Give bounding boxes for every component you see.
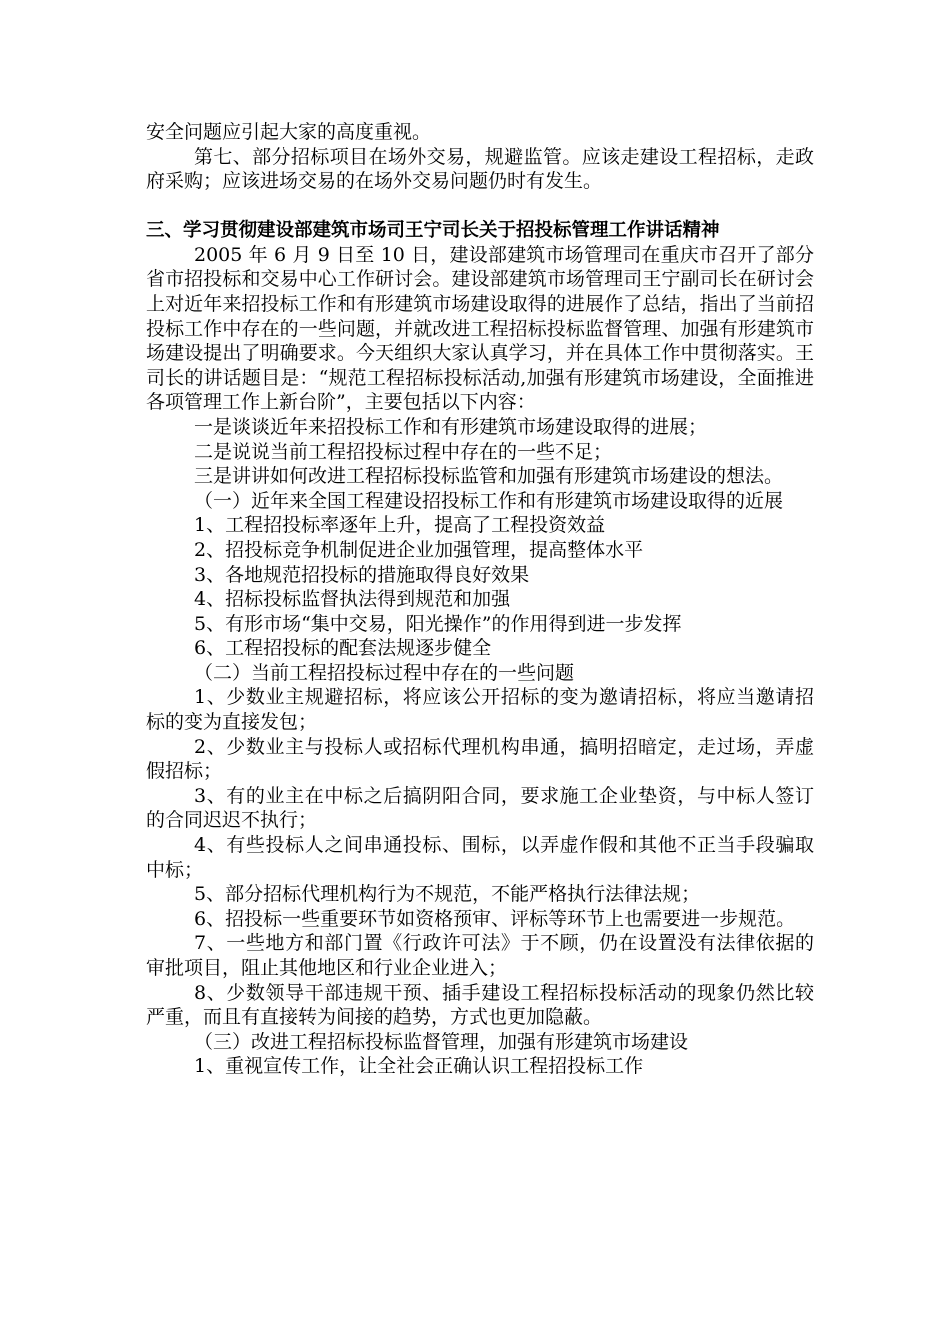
subsection-heading: （三）改进工程招标投标监督管理，加强有形建筑市场建设 xyxy=(194,1030,689,1053)
list-item: 5、部分招标代理机构行为不规范，不能严格执行法律法规； xyxy=(194,883,701,906)
paragraph: 第七、部分招标项目在场外交易，规避监管。应该走建设工程招标，走政府采购；应该进场交易的在场外交易问题仍时有发生。 xyxy=(146,145,814,193)
list-item: 2、少数业主与投标人或招标代理机构串通，搞明招暗定，走过场，弄虚假招标； xyxy=(146,735,814,783)
paragraph: 2005 年 6 月 9 日至 10 日，建设部建筑市场管理司在重庆市召开了部分省市招投标和交易中心工作研讨会。建设部建筑市场管理司王宁副司长在研讨会上对近年来招投标工作和有形建筑市场建设取得的进展作了总结，指出了当前招投标工作中存在的一些问题，并就改进工程招标投标监督管理、加强有形建筑市场建设提出了明确要求。今天组织大家认真学习，并在具体工作中贯彻落实。王司长的讲话题目是：“规范工程招标投标活动,加强有形建筑市场建设，全面推进各项管理工作上新台阶”，主要包括以下内容： xyxy=(146,243,814,414)
list-item: 6、招投标一些重要环节如资格预审、评标等环节上也需要进一步规范。 xyxy=(194,907,796,930)
paragraph: 安全问题应引起大家的高度重视。 xyxy=(146,121,432,143)
list-item: 3、有的业主在中标之后搞阴阳合同，要求施工企业垫资，与中标人签订的合同迟迟不执行； xyxy=(146,784,814,832)
list-item: 3、各地规范招投标的措施取得良好效果 xyxy=(194,563,530,586)
paragraph: 一是谈谈近年来招投标工作和有形建筑市场建设取得的进展； xyxy=(194,415,708,438)
list-item: 4、有些投标人之间串通投标、围标，以弄虚作假和其他不正当手段骗取中标； xyxy=(146,834,814,881)
subsection-heading: （二）当前工程招投标过程中存在的一些问题 xyxy=(194,661,575,684)
top-paragraphs xyxy=(146,120,814,194)
subsection-heading: （一）近年来全国工程建设招投标工作和有形建筑市场建设取得的近展 xyxy=(194,489,784,512)
paragraph: 二是说说当前工程招投标过程中存在的一些不足； xyxy=(194,440,613,463)
list-item: 1、少数业主规避招标，将应该公开招标的变为邀请招标，将应当邀请招标的变为直接发包； xyxy=(146,686,814,734)
list-item: 7、一些地方和部门置《行政许可法》于不顾，仍在设置没有法律依据的审批项目，阻止其他地区和行业企业进入； xyxy=(146,932,814,979)
list-item: 8、少数领导干部违规干预、插手建设工程招标投标活动的现象仍然比较严重，而且有直接转为间接的趋势，方式也更加隐蔽。 xyxy=(146,981,814,1029)
list-item: 2、招投标竞争机制促进企业加强管理，提高整体水平 xyxy=(194,538,644,561)
paragraph: 三是讲讲如何改进工程招标投标监管和加强有形建筑市场建设的想法。 xyxy=(194,465,784,488)
list-item: 1、工程招投标率逐年上升，提高了工程投资效益 xyxy=(194,514,606,537)
list-item: 5、有形市场“集中交易，阳光操作”的作用得到进一步发挥 xyxy=(194,612,682,635)
section-heading: 三、学习贯彻建设部建筑市场司王宁司长关于招投标管理工作讲话精神 xyxy=(146,219,720,241)
body-paragraphs xyxy=(146,243,814,1079)
list-item: 6、工程招投标的配套法规逐步健全 xyxy=(194,637,492,660)
document-page xyxy=(146,120,814,1079)
list-item: 4、招标投标监督执法得到规范和加强 xyxy=(194,588,511,611)
list-item: 1、重视宣传工作，让全社会正确认识工程招投标工作 xyxy=(194,1055,644,1078)
